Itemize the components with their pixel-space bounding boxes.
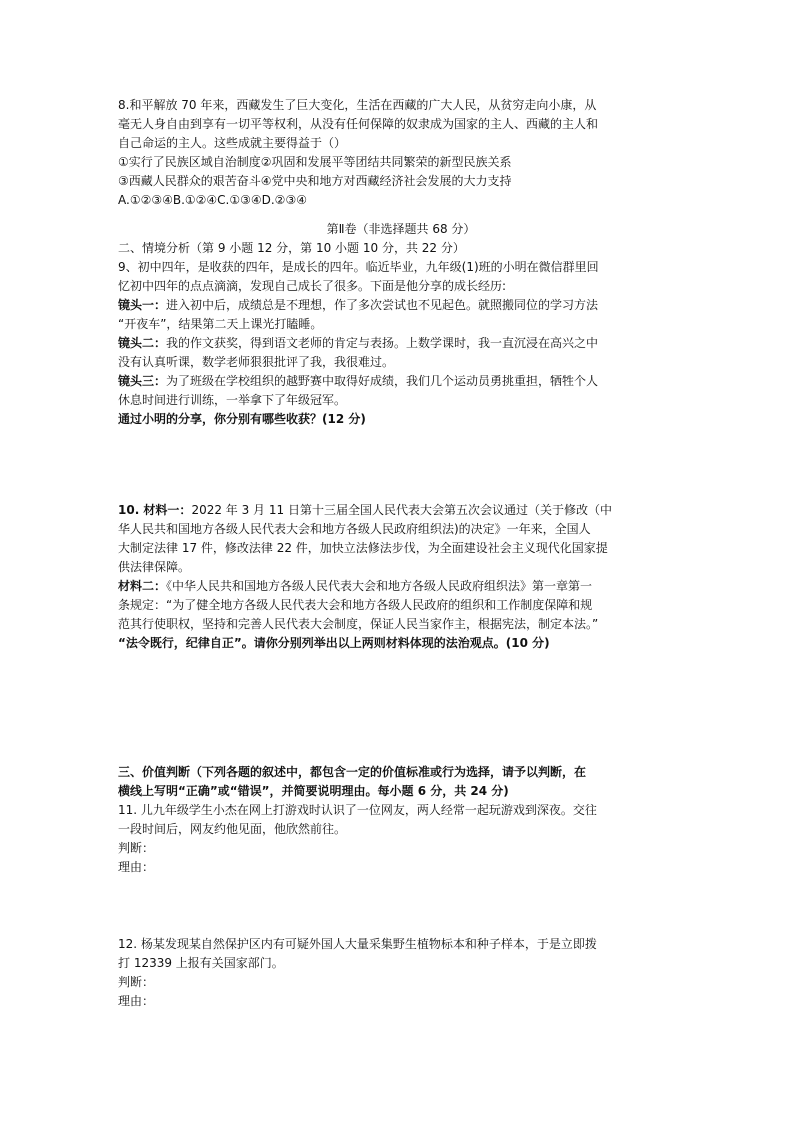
spacer: [118, 210, 684, 220]
q10-material-1-line: 华人民共和国地方各级人民代表大会和地方各级人民政府组织法)的决定》一年来，全国人: [118, 522, 591, 536]
q8-stem-line: 自己命运的主人。这些成就主要得益于（）: [118, 136, 347, 150]
q8-stem-line: 毫无人身自由到享有一切平等权利，从没有任何保障的奴隶成为国家的主人、西藏的主人和: [118, 117, 599, 131]
part3-heading-line: 三、价值判断（下列各题的叙述中，都包含一定的价值标准或行为选择，请予以判断，在: [118, 765, 587, 779]
q10-material-2-line: 范其行使职权，坚持和完善人民代表大会制度，保证人民当家作主，根据宪法，制定本法。”: [118, 617, 599, 631]
q9-scene-2-cont: 没有认真听课，数学老师狠狠批评了我，我很难过。: [118, 355, 395, 369]
q9-scene-3: [118, 372, 684, 391]
q8-choices: A.①②③④B.①②④C.①③④D.②③④: [118, 193, 307, 207]
question-8: [118, 96, 684, 210]
part3-heading-line: 横线上写明“正确”或“错误”，并简要说明理由。每小题 6 分，共 24 分): [118, 784, 509, 798]
q8-stem-line: 8.和平解放 70 年来，西藏发生了巨大变化，生活在西藏的广大人民，从贫穷走向小康，从: [118, 98, 597, 112]
scene-text: 为了班级在学校组织的越野赛中取得好成绩，我们几个运动员勇挑重担，牺牲个人: [166, 374, 599, 388]
answer-space: [118, 877, 684, 935]
q10-material-1: [118, 501, 684, 520]
q9-question: 通过小明的分享，你分别有哪些收获？(12 分): [118, 412, 366, 426]
part3-heading: [118, 763, 684, 801]
q9-stem-line: 9、初中四年，是收获的四年，是成长的四年。临近毕业，九年级(1)班的小明在微信群里回: [118, 260, 599, 274]
material-text: 《中华人民共和国地方各级人民代表大会和地方各级人民政府组织法》第一章第一: [166, 579, 593, 593]
q10-material-1-line: 大制定法律 17 件，修改法律 22 件，加快立法修法步伐，为全面建设社会主义现代化国家提: [118, 541, 608, 555]
question-12: [118, 935, 684, 1011]
q11-judge-label: 判断：: [118, 841, 155, 855]
q11-stem-line: 11. 儿九年级学生小杰在网上打游戏时认识了一位网友，两人经常一起玩游戏到深夜。交往: [118, 803, 597, 817]
material-label: 材料二：: [118, 579, 167, 593]
part2-section-heading: 二、情境分析（第 9 小题 12 分，第 10 小题 10 分，共 22 分）: [118, 241, 465, 255]
q12-reason-label: 理由：: [118, 994, 155, 1008]
q12-stem-line: 打 12339 上报有关国家部门。: [118, 956, 284, 970]
q11-stem-line: 一段时间后，网友约他见面，他欣然前往。: [118, 822, 347, 836]
material-label: 10. 材料一：: [118, 503, 192, 517]
scene-text: 我的作文获奖，得到语文老师的肯定与表扬。上数学课时，我一直沉浸在高兴之中: [166, 336, 599, 350]
scene-label: 镜头三：: [118, 374, 167, 388]
q12-stem-line: 12. 杨某发现某自然保护区内有可疑外国人大量采集野生植物标本和种子样本，于是立即拨: [118, 937, 597, 951]
q9-scene-3-cont: 休息时间进行训练，一举拿下了年级冠军。: [118, 393, 347, 407]
q9-scene-2: [118, 334, 684, 353]
q10-material-2: [118, 577, 684, 596]
q10-material-2-line: 条规定：“为了健全地方各级人民代表大会和地方各级人民政府的组织和工作制度保障和规: [118, 598, 593, 612]
q8-option-line: ①实行了民族区域自治制度②巩固和发展平等团结共同繁荣的新型民族关系: [118, 155, 512, 169]
material-text: 2022 年 3 月 11 日第十三届全国人民代表大会第五次会议通过（关于修改（中: [191, 503, 612, 517]
scene-text: 进入初中后，成绩总是不理想，作了多次尝试也不见起色。就照搬同位的学习方法: [166, 298, 599, 312]
part2-title: 第Ⅱ卷（非选择题共 68 分）: [326, 222, 476, 236]
q10-question: “法令既行，纪律自正”。请你分别列举出以上两则材料体现的法治观点。(10 分): [118, 636, 550, 650]
q9-scene-1-cont: “开夜车”，结果第二天上课光打瞌睡。: [118, 317, 323, 331]
q10-material-1-line: 供法律保障。: [118, 560, 191, 574]
question-11: [118, 801, 684, 877]
question-10: [118, 501, 684, 653]
q9-scene-1: [118, 296, 684, 315]
q9-stem-line: 忆初中四年的点点滴滴，发现自己成长了很多。下面是他分享的成长经历:: [118, 279, 507, 293]
question-9: [118, 258, 684, 429]
answer-space: [118, 653, 684, 763]
q8-option-line: ③西藏人民群众的艰苦奋斗④党中央和地方对西藏经济社会发展的大力支持: [118, 174, 512, 188]
exam-page: [118, 96, 684, 1011]
scene-label: 镜头二：: [118, 336, 167, 350]
q12-judge-label: 判断：: [118, 975, 155, 989]
scene-label: 镜头一：: [118, 298, 167, 312]
answer-space: [118, 429, 684, 501]
q11-reason-label: 理由：: [118, 860, 155, 874]
